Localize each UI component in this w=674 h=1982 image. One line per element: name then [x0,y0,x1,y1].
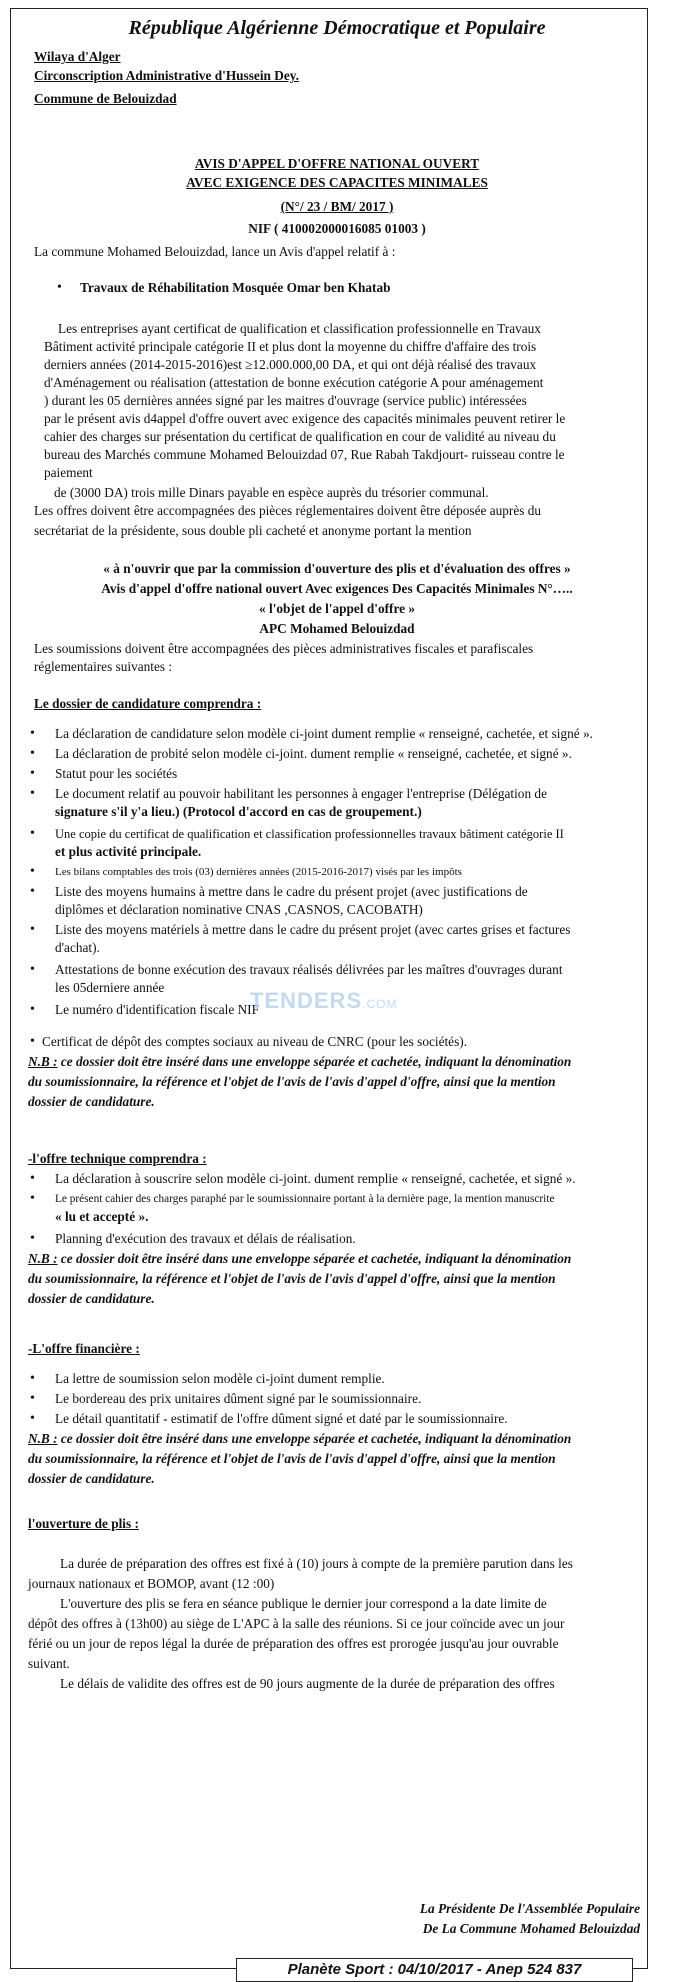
circonscription-label: Circonscription Administrative d'Hussein Dey. [34,68,299,83]
technique-item-cont: « lu et accepté ». [55,1209,149,1224]
candidature-item-cont: les 05derniere année [55,980,165,995]
nb-line: du soumissionnaire, la référence et l'objet de l'avis de l'avis d'appel d'offre, ainsi que la mention [28,1451,556,1466]
watermark-text: TENDERS [250,988,363,1013]
candidature-item-cont: et plus activité principale. [55,844,202,859]
technique-item: La déclaration à souscrire selon modèle ci-joint. dument remplie « renseigné, cachetée, et signé ». [55,1171,576,1186]
financiere-item: Le détail quantitatif - estimatif de l'offre dûment signé et daté par le soumissionnaire. [55,1411,508,1426]
nb-line: dossier de candidature. [28,1094,155,1109]
nb-note-financiere [28,1430,648,1448]
nb-line: ce dossier doit être inséré dans une enveloppe séparée et cachetée, indiquant la dénomination [60,1251,572,1266]
mention-line2: Avis d'appel d'offre national ouvert Avec exigences Des Capacités Minimales N°….. [101,581,573,596]
bullet-icon: • [30,1371,35,1386]
ouverture-heading: l'ouverture de plis : [28,1516,139,1531]
avis-nif: NIF ( 410002000016085 01003 ) [248,221,426,236]
technique-item: Planning d'exécution des travaux et délais de réalisation. [55,1231,356,1246]
body-line: ) durant les 05 dernières années signé par les maitres d'ouvrage (service public) intéressées [44,393,527,408]
nb-label: N.B : [28,1054,58,1069]
body-line: bureau des Marchés commune Mohamed Belouizdad 07, Rue Rabah Takdjourt- ruisseau contre le [44,447,565,462]
body-line: par le présent avis d4appel d'offre ouvert avec exigence des capacités minimales peuvent retirer le [44,411,566,426]
bullet-icon: • [30,1171,35,1186]
bullet-icon: • [30,962,35,977]
body-line: paiement [44,465,93,480]
bullet-icon: • [30,1231,35,1246]
body-line: Les entreprises ayant certificat de qualification et classification professionnelle en Travaux [58,321,541,336]
bullet-icon: • [57,280,62,295]
ouverture-line: journaux nationaux et BOMOP, avant (12 :00) [28,1576,275,1591]
bullet-icon: • [30,746,35,761]
avis-title-line2: AVEC EXIGENCE DES CAPACITES MINIMALES [186,175,488,190]
signature-line2: De La Commune Mohamed Belouizdad [422,1921,640,1936]
ouverture-line: L'ouverture des plis se fera en séance publique le dernier jour correspond a la date limite de [60,1596,547,1611]
candidature-heading: Le dossier de candidature comprendra : [34,696,262,711]
candidature-item: Attestations de bonne exécution des travaux réalisés délivrées par les maîtres d'ouvrages durant [55,962,563,977]
ouverture-line: Le délais de validite des offres est de 90 jours augmente de la durée de préparation des offres [60,1676,555,1691]
bullet-icon: • [30,1034,35,1049]
candidature-item: Une copie du certificat de qualification et classification professionnelles travaux bâtiment catégorie II [55,827,564,841]
bullet-icon: • [30,786,35,801]
candidature-item-cont: signature s'il y'a lieu.) (Protocol d'accord en cas de groupement.) [55,804,422,819]
financiere-item: La lettre de soumission selon modèle ci-joint dument remplie. [55,1371,385,1386]
body-line: derniers années (2014-2015-2016)est ≥12.000.000,00 DA, et qui ont déjà réalisé des travaux [44,357,537,372]
nb-note-technique [28,1250,648,1268]
nb-line: dossier de candidature. [28,1291,155,1306]
financiere-item: Le bordereau des prix unitaires dûment signé par le soumissionnaire. [55,1391,422,1406]
candidature-item: La déclaration de probité selon modèle ci-joint. dument remplie « renseigné, cachetée, et signé ». [55,746,572,761]
bullet-icon: • [30,1391,35,1406]
bullet-icon: • [30,1191,35,1206]
nb-line: ce dossier doit être inséré dans une enveloppe séparée et cachetée, indiquant la dénomination [60,1431,572,1446]
mention-line1: « à n'ouvrir que par la commission d'ouverture des plis et d'évaluation des offres » [103,561,571,576]
nb-line: dossier de candidature. [28,1471,155,1486]
candidature-item: Statut pour les sociétés [55,766,178,781]
nb-line: du soumissionnaire, la référence et l'objet de l'avis de l'avis d'appel d'offre, ainsi que la mention [28,1074,556,1089]
bullet-icon: • [30,766,35,781]
candidature-item: Le document relatif au pouvoir habilitant les personnes à engager l'entreprise (Délégation de [55,786,547,801]
mention-line3: « l'objet de l'appel d'offre » [259,601,415,616]
nb-label: N.B : [28,1431,58,1446]
nb-note-candidature [28,1053,648,1071]
nb-line: du soumissionnaire, la référence et l'objet de l'avis de l'avis d'appel d'offre, ainsi que la mention [28,1271,556,1286]
body-line: cahier des charges sur présentation du certificat de qualification en cour de validité au niveau du [44,429,556,444]
candidature-item: Certificat de dépôt des comptes sociaux au niveau de CNRC (pour les sociétés). [42,1034,468,1049]
avis-title-line1: AVIS D'APPEL D'OFFRE NATIONAL OUVERT [194,156,480,171]
tenders-watermark [250,988,398,1013]
ouverture-line: La durée de préparation des offres est fixé à (10) jours à compte de la première parution dans les [60,1556,573,1571]
bullet-icon: • [30,922,35,937]
technique-heading: -l'offre technique comprendra : [28,1151,207,1166]
bullet-icon: • [30,1411,35,1426]
candidature-item-cont: diplômes et déclaration nominative CNAS ,CASNOS, CACOBATH) [55,902,423,917]
bullet-icon: • [30,1002,35,1017]
wilaya-label: Wilaya d'Alger [34,49,121,64]
nb-line: ce dossier doit être inséré dans une enveloppe séparée et cachetée, indiquant la dénomination [60,1054,572,1069]
ouverture-line: férié ou un jour de repos légal la durée de préparation des offres est prorogée jusqu'au jour ouvrable [28,1636,559,1651]
technique-item: Le présent cahier des charges paraphé par le soumissionnaire portant à la dernière page, la mention manuscrite [55,1193,555,1205]
body-line: Les offres doivent être accompagnées des pièces réglementaires doivent être déposée auprès du [34,503,542,518]
candidature-item: Les bilans comptables des trois (03) dernières années (2015-2016-2017) visés par les impôts [55,866,462,878]
soumissions-line: Les soumissions doivent être accompagnées des pièces administratives fiscales et parafiscales [34,641,534,656]
candidature-item: Liste des moyens humains à mettre dans le cadre du présent projet (avec justifications de [55,884,528,899]
bullet-icon: • [30,726,35,741]
publication-footer: Planète Sport : 04/10/2017 - Anep 524 837 [236,1958,633,1982]
nb-label: N.B : [28,1251,58,1266]
candidature-item-cont: d'achat). [55,940,100,955]
signature-line1: La Présidente De l'Assemblée Populaire [419,1901,640,1916]
bullet-icon: • [30,884,35,899]
candidature-item: Le numéro d'identification fiscale NIF [55,1002,259,1017]
body-line: de (3000 DA) trois mille Dinars payable en espèce auprès du trésorier communal. [54,485,489,500]
body-line: Bâtiment activité principale catégorie II et plus dont la moyenne du chiffre d'affaire des trois [44,339,537,354]
avis-intro: La commune Mohamed Belouizdad, lance un Avis d'appel relatif à : [34,244,396,259]
project-title: Travaux de Réhabilitation Mosquée Omar ben Khatab [80,280,391,295]
commune-label: Commune de Belouizdad [34,91,177,106]
bullet-icon: • [30,864,35,879]
bullet-icon: • [30,826,35,841]
ouverture-line: dépôt des offres à (13h00) au siège de L'APC à la salle des réunions. Si ce jour coïncide avec un jour [28,1616,565,1631]
financiere-heading: -L'offre financière : [28,1341,140,1356]
candidature-item: Liste des moyens matériels à mettre dans le cadre du présent projet (avec cartes grises et factures [55,922,571,937]
candidature-item: La déclaration de candidature selon modèle ci-joint dument remplie « renseigné, cachetée, et signé ». [55,726,593,741]
soumissions-line: réglementaires suivantes : [34,659,173,674]
body-line: d'Aménagement ou réalisation (attestation de bonne exécution catégorie A pour aménagement [44,375,544,390]
body-line: secrétariat de la présidente, sous double pli cacheté et anonyme portant la mention [34,523,472,538]
avis-reference: (N°/ 23 / BM/ 2017 ) [280,199,394,214]
watermark-suffix: .COM [362,997,398,1011]
ouverture-line: suivant. [28,1656,70,1671]
republic-title: République Algérienne Démocratique et Populaire [128,17,546,39]
mention-line4: APC Mohamed Belouizdad [259,621,415,636]
